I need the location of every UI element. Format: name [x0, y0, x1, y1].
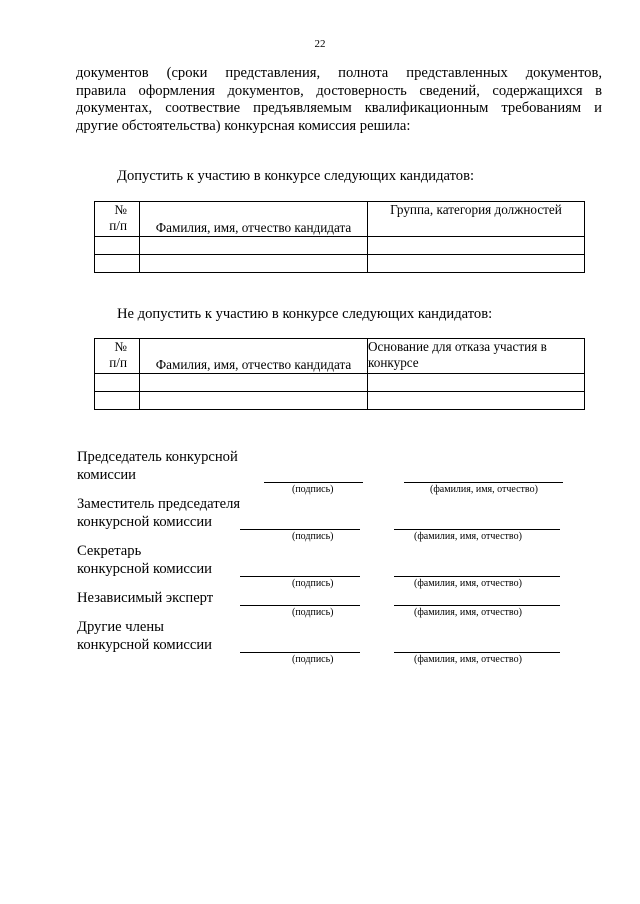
- table-row: [95, 374, 585, 392]
- column-group-header: Группа, категория должностей: [368, 202, 585, 237]
- table-row: [95, 392, 585, 410]
- column-name-header: Фамилия, имя, отчество кандидата: [140, 339, 368, 374]
- table-cell[interactable]: [368, 237, 585, 255]
- table-cell[interactable]: [140, 255, 368, 273]
- table-row: [95, 255, 585, 273]
- intro-line: документов (сроки представления, полнота представленных документов,: [76, 65, 602, 81]
- table-cell[interactable]: [95, 392, 140, 410]
- table-cell[interactable]: [368, 374, 585, 392]
- name-caption: (фамилия, имя, отчество): [430, 484, 538, 495]
- admit-heading: Допустить к участию в конкурсе следующих кандидатов:: [117, 168, 475, 184]
- members-label: [77, 619, 212, 654]
- deputy-label-line: Заместитель председателя: [77, 496, 241, 512]
- members-name-line[interactable]: [394, 652, 560, 653]
- reject-table: [94, 338, 585, 410]
- column-reason-header: Основание для отказа участия в конкурсе: [368, 339, 585, 374]
- secretary-label: [77, 543, 212, 578]
- deputy-label-line: конкурсной комиссии: [77, 513, 212, 530]
- intro-line: документах, соотвествие предъявляемым квалификационным требованиям и: [76, 100, 602, 117]
- members-signature-line[interactable]: [240, 652, 360, 653]
- intro-paragraph: [76, 65, 602, 135]
- deputy-signature-line[interactable]: [240, 529, 360, 530]
- expert-name-line[interactable]: [394, 605, 560, 606]
- table-header-row: [95, 202, 585, 237]
- intro-line: правила оформления документов, достоверность сведений, содержащихся в: [76, 82, 602, 99]
- table-cell[interactable]: [95, 374, 140, 392]
- column-number-header: [95, 202, 140, 237]
- chair-name-line[interactable]: [404, 482, 563, 483]
- table-cell[interactable]: [368, 392, 585, 410]
- admit-table: [94, 201, 585, 273]
- chair-label-line: Председатель конкурсной: [77, 449, 238, 465]
- table-cell[interactable]: [140, 237, 368, 255]
- table-cell[interactable]: [95, 237, 140, 255]
- table-cell[interactable]: [140, 374, 368, 392]
- name-caption: (фамилия, имя, отчество): [414, 607, 522, 618]
- page-number: 22: [314, 38, 326, 50]
- signature-caption: (подпись): [292, 607, 334, 618]
- secretary-label-line: конкурсной комиссии: [77, 560, 212, 577]
- chair-label-line: комиссии: [77, 466, 136, 483]
- table-header-row: [95, 339, 585, 374]
- members-label-line: Другие члены: [77, 619, 164, 635]
- signature-caption: (подпись): [292, 484, 334, 495]
- expert-label: Независимый эксперт: [77, 590, 214, 606]
- number-abbrev: п/п: [109, 218, 127, 233]
- column-name-header: Фамилия, имя, отчество кандидата: [140, 202, 368, 237]
- expert-signature-line[interactable]: [240, 605, 360, 606]
- signature-caption: (подпись): [292, 578, 334, 589]
- table-cell[interactable]: [368, 255, 585, 273]
- table-cell[interactable]: [95, 255, 140, 273]
- intro-line-last: другие обстоятельства) конкурсная комиссия решила:: [76, 117, 411, 134]
- secretary-name-line[interactable]: [394, 576, 560, 577]
- chair-label: [77, 449, 238, 484]
- number-sign: №: [114, 202, 127, 217]
- name-caption: (фамилия, имя, отчество): [414, 531, 522, 542]
- reject-heading: Не допустить к участию в конкурсе следующих кандидатов:: [117, 306, 493, 322]
- members-label-line: конкурсной комиссии: [77, 636, 212, 653]
- number-abbrev: п/п: [109, 355, 127, 370]
- secretary-label-line: Секретарь: [77, 543, 142, 559]
- chair-signature-line[interactable]: [264, 482, 363, 483]
- signature-caption: (подпись): [292, 531, 334, 542]
- number-sign: №: [114, 339, 127, 354]
- table-row: [95, 237, 585, 255]
- signature-caption: (подпись): [292, 654, 334, 665]
- table-cell[interactable]: [140, 392, 368, 410]
- secretary-signature-line[interactable]: [240, 576, 360, 577]
- name-caption: (фамилия, имя, отчество): [414, 654, 522, 665]
- name-caption: (фамилия, имя, отчество): [414, 578, 522, 589]
- deputy-name-line[interactable]: [394, 529, 560, 530]
- column-number-header: [95, 339, 140, 374]
- deputy-label: [77, 496, 240, 531]
